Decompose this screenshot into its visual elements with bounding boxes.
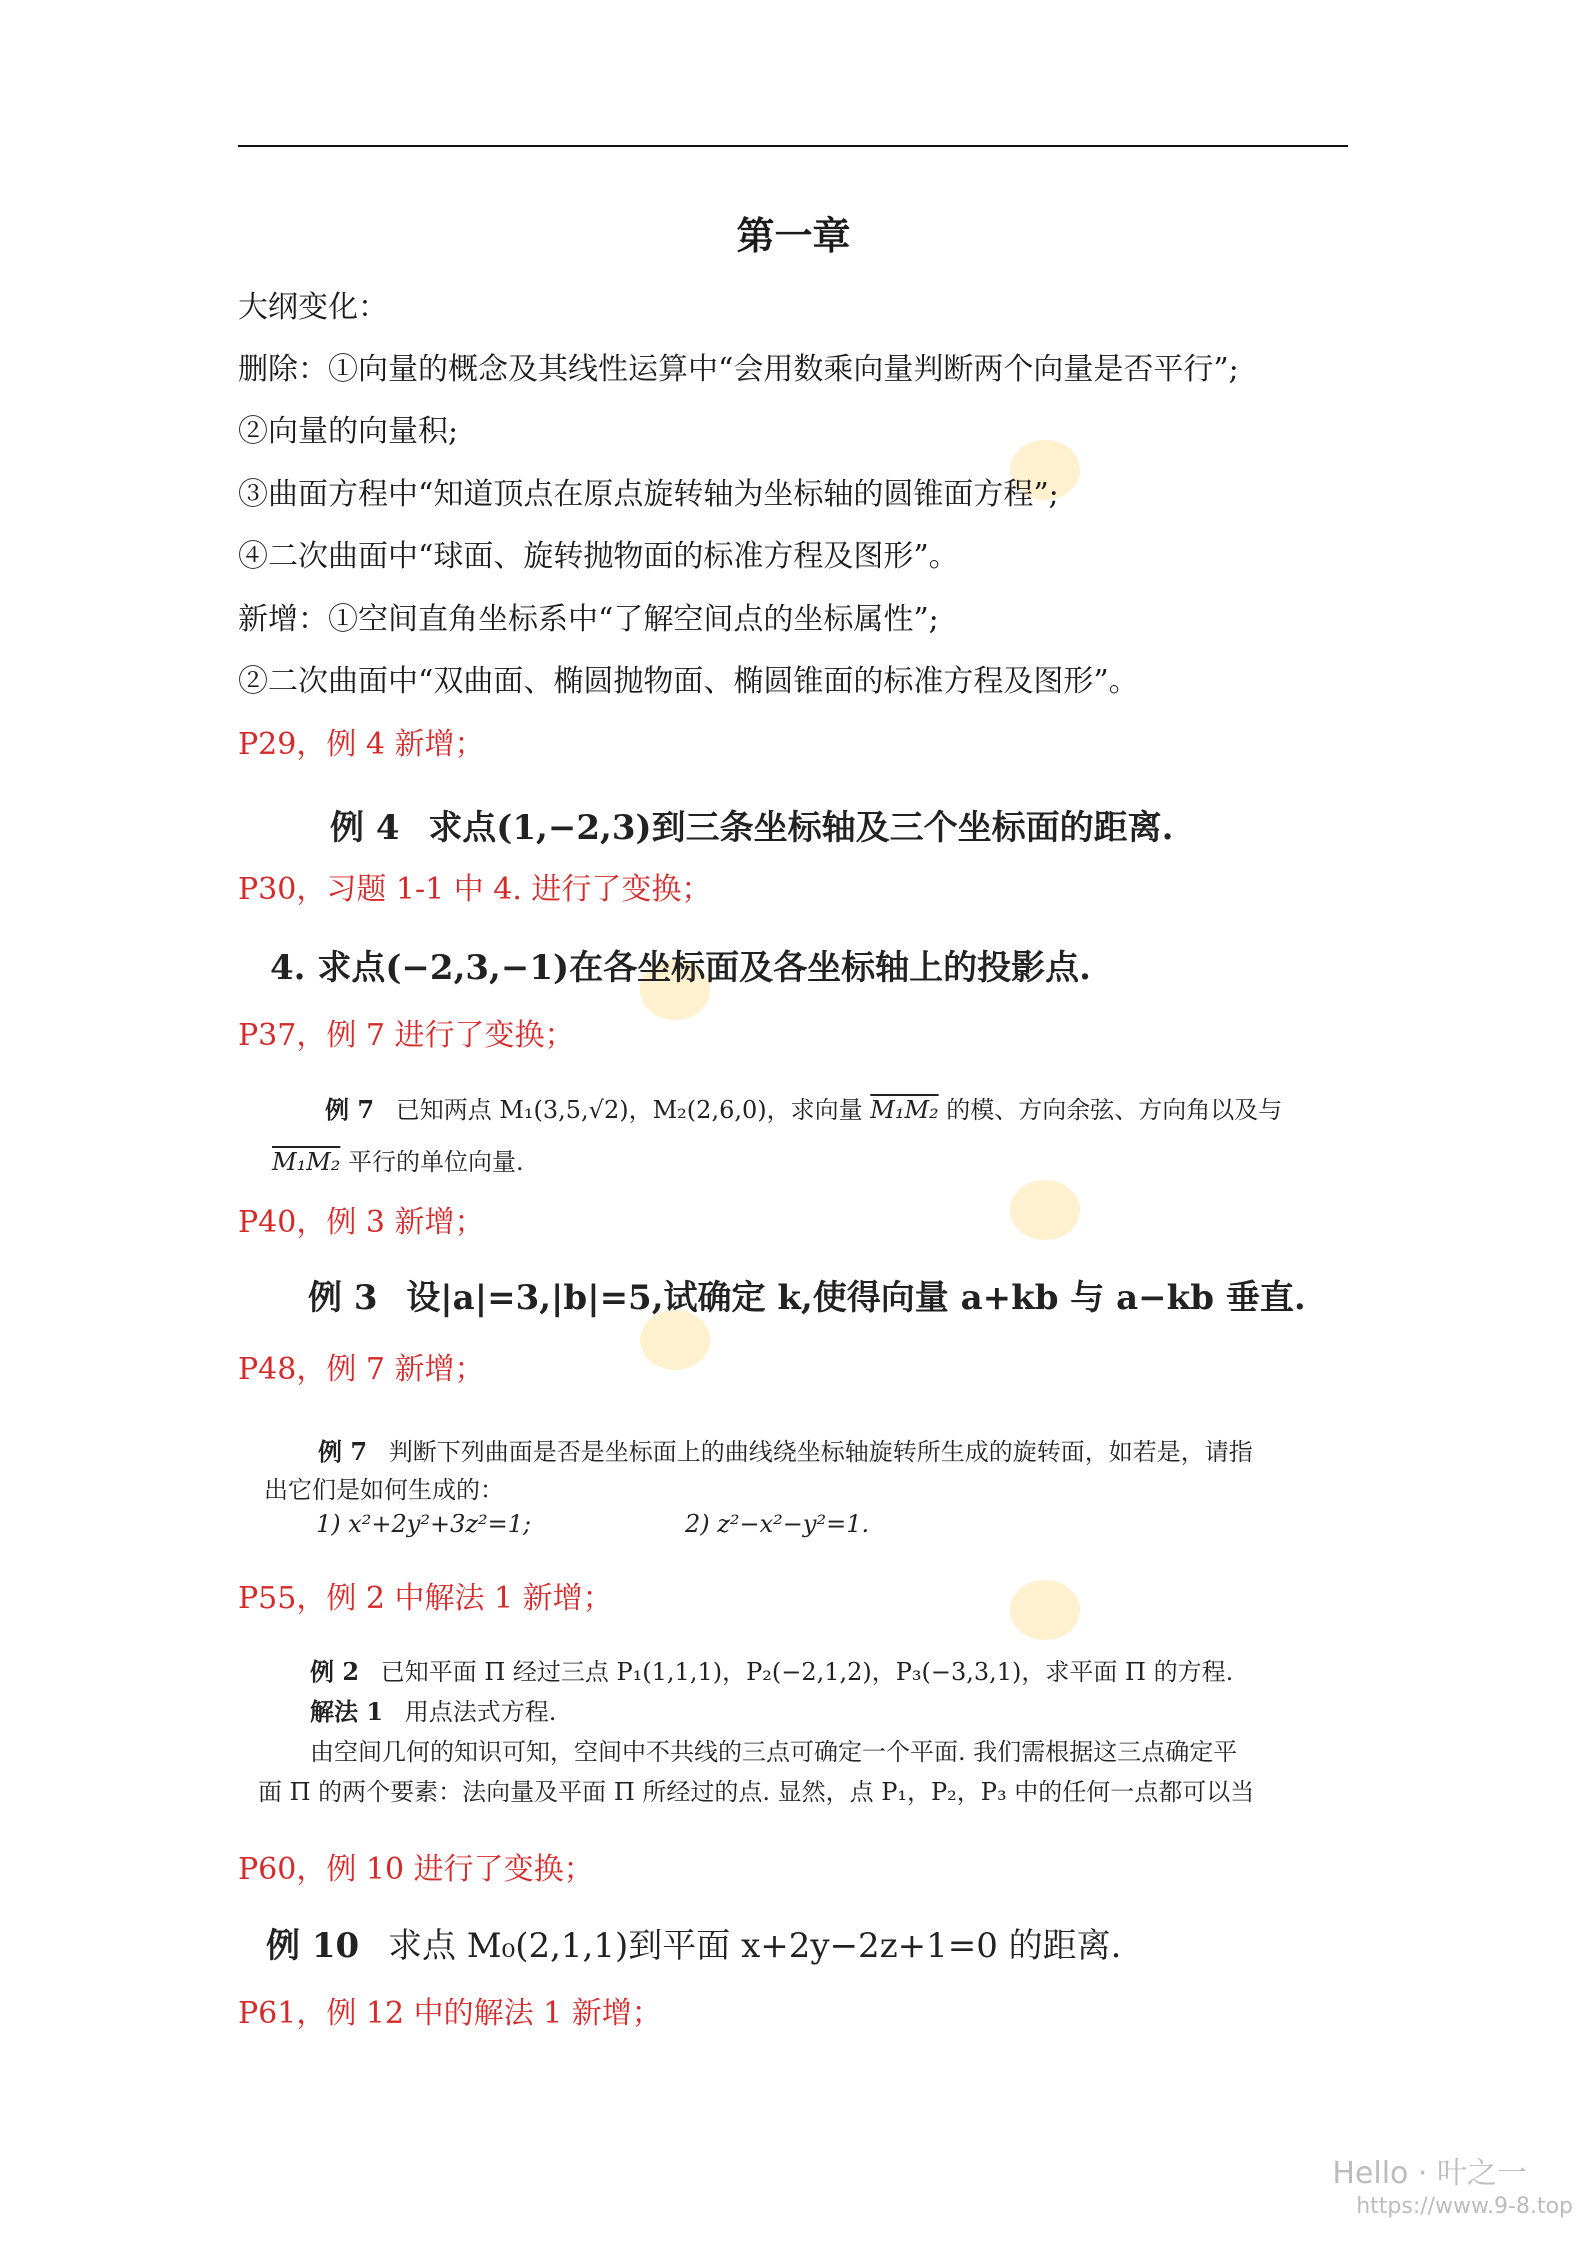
example-label: 例 7	[318, 1437, 368, 1466]
scan-example-4	[330, 800, 1173, 849]
equation-item: 2) z²−x²−y²=1.	[685, 1510, 870, 1538]
solution-text: 面 Π 的两个要素：法向量及平面 Π 所经过的点. 显然，点 P₁，P₂，P₃ 中的任何一点都可以当	[258, 1778, 1255, 1806]
outline-line: ③曲面方程中“知道顶点在原点旋转轴为坐标轴的圆锥面方程”;	[238, 477, 1059, 512]
solution-text: 用点法式方程.	[404, 1698, 557, 1726]
example-text: 求点 M₀(2,1,1)到平面 x+2y−2z+1=0 的距离.	[387, 1926, 1122, 1966]
scan-example-3	[308, 1270, 1306, 1319]
outline-heading: 大纲变化：	[238, 290, 388, 325]
example-text: 判断下列曲面是否是坐标面上的曲线绕坐标轴旋转所生成的旋转面，如若是，请指	[388, 1438, 1253, 1466]
exercise-text: 4. 求点(−2,3,−1)在各坐标面及各坐标轴上的投影点.	[270, 948, 1091, 988]
scan-example-7b-line2	[264, 1470, 504, 1505]
example-label: 例 2	[310, 1657, 360, 1686]
solution-label: 解法 1	[310, 1697, 384, 1726]
change-note: P48，例 7 新增；	[238, 1352, 485, 1387]
example-text: 已知两点 M₁(3,5,√2)，M₂(2,6,0)，求向量	[395, 1096, 863, 1124]
chapter-title: 第一章	[736, 213, 851, 258]
scan-example-7a-line2	[272, 1142, 524, 1177]
scan-exercise-4	[270, 940, 1091, 989]
change-note: P37，例 7 进行了变换；	[238, 1018, 575, 1053]
scan-example-7b-items	[685, 1510, 869, 1538]
footer-url: https://www.9-8.top	[1356, 2194, 1573, 2219]
change-note: P30，习题 1-1 中 4. 进行了变换；	[238, 872, 712, 907]
example-text: 已知平面 Π 经过三点 P₁(1,1,1)，P₂(−2,1,2)，P₃(−3,3,1)，求平面 Π 的方程.	[380, 1658, 1234, 1686]
footer-brand: Hello · 叶之一	[1332, 2156, 1527, 2191]
vector-m1m2: M₁M₂	[870, 1096, 939, 1124]
scan-example-2-para	[310, 1732, 1237, 1767]
change-note: P40，例 3 新增；	[238, 1205, 485, 1240]
scan-example-2-para	[258, 1772, 1254, 1807]
example-label: 例 7	[325, 1095, 375, 1124]
watermark-logo	[640, 1310, 710, 1370]
scan-example-2	[310, 1652, 1233, 1687]
equation-item: 1) x²+2y²+3z²=1;	[316, 1510, 532, 1538]
change-note: P60，例 10 进行了变换；	[238, 1852, 594, 1887]
watermark-logo	[1010, 1580, 1080, 1640]
outline-line: ②二次曲面中“双曲面、椭圆抛物面、椭圆锥面的标准方程及图形”。	[238, 664, 1139, 699]
scan-example-7b-items	[316, 1510, 531, 1538]
example-text: 出它们是如何生成的：	[264, 1476, 504, 1504]
example-text: 求点(1,−2,3)到三条坐标轴及三个坐标面的距离.	[428, 808, 1174, 848]
outline-line: 删除：①向量的概念及其线性运算中“会用数乘向量判断两个向量是否平行”;	[238, 352, 1239, 387]
change-note: P29，例 4 新增；	[238, 727, 485, 762]
example-text: 平行的单位向量.	[348, 1148, 524, 1176]
outline-line: ②向量的向量积;	[238, 414, 459, 449]
header-rule	[238, 145, 1348, 147]
example-label: 例 10	[266, 1926, 360, 1966]
outline-line: 新增：①空间直角坐标系中“了解空间点的坐标属性”;	[238, 602, 939, 637]
scan-example-7a	[325, 1090, 1282, 1125]
change-note: P55，例 2 中解法 1 新增；	[238, 1581, 613, 1616]
scan-example-7b	[318, 1432, 1253, 1467]
vector-m1m2: M₁M₂	[272, 1148, 341, 1176]
example-text: 设|a|=3,|b|=5,试确定 k,使得向量 a+kb 与 a−kb 垂直.	[406, 1278, 1306, 1318]
scan-example-2-solution	[310, 1692, 556, 1727]
solution-text: 由空间几何的知识可知，空间中不共线的三点可确定一个平面. 我们需根据这三点确定平	[310, 1738, 1238, 1766]
change-note: P61，例 12 中的解法 1 新增；	[238, 1996, 662, 2031]
outline-line: ④二次曲面中“球面、旋转抛物面的标准方程及图形”。	[238, 539, 959, 574]
scan-example-10	[266, 1918, 1121, 1967]
example-label: 例 3	[308, 1278, 378, 1318]
example-label: 例 4	[330, 808, 400, 848]
watermark-logo	[1010, 1180, 1080, 1240]
example-text: 的模、方向余弦、方向角以及与	[946, 1096, 1283, 1124]
